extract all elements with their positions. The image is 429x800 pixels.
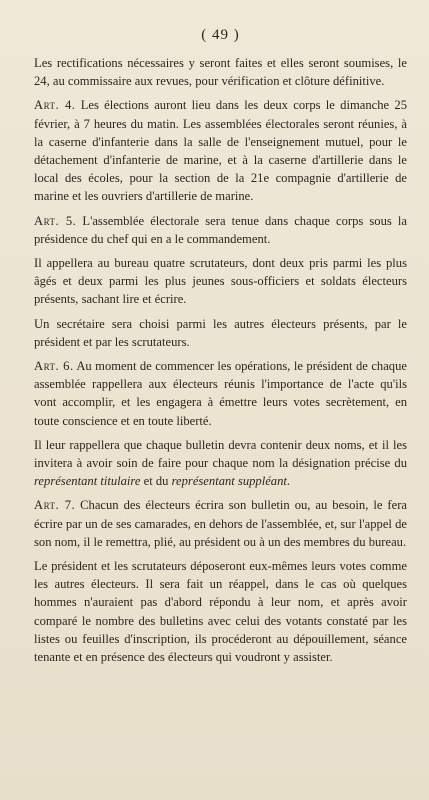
emphasis-titulaire: représentant titulaire [34,474,141,489]
paragraph-text: . [286,474,291,489]
article-number: Art. 4. [34,98,76,113]
article-number: Art. 7. [34,498,76,513]
article-number: Art. 5. [34,213,77,228]
paragraph-text: L'assemblée électorale sera tenue dans chaque corps sous la présidence du chef qui en a le commandement. [34,213,407,246]
paragraph-text: Chacun des électeurs écrira son bulletin ou, au besoin, le fera écrire par un de ses camarades, en dehors de l'assemblée, et, sur l'appel de son nom, il le remettra, plié, au président ou à un des membres du bureau. [34,498,407,549]
article-5 [34,212,407,248]
paragraph-bulletin [34,436,407,491]
paragraph-text: et du [140,474,172,489]
paragraph-text: Il appellera au bureau quatre scrutateurs, dont deux pris parmi les plus âgés et deux parmi les plus jeunes sous-officiers et soldats électeurs présents, sachant lire et écrire. [34,256,407,307]
paragraph-text: Au moment de commencer les opérations, le président de chaque assemblée rappellera aux électeurs réunis l'importance de l'acte qu'ils vont accomplir, et les engagera à émettre leurs votes secrètement, en toute conscience et en toute liberté. [34,359,407,428]
paragraph-text: Il leur rappellera que chaque bulletin devra contenir deux noms, et il les invitera à avoir soin de faire pour chaque nom la désignation précise du [34,437,407,471]
paragraph-text: Un secrétaire sera choisi parmi les autres électeurs présents, par le président et par les scrutateurs. [34,316,407,349]
page-number: ( 49 ) [201,27,240,43]
article-number: Art. 6. [34,359,74,374]
emphasis-suppleant: représentant suppléant [171,474,287,489]
paragraph-secretaire [34,315,407,351]
article-6 [34,357,407,430]
paragraph-scrutateurs [34,254,407,309]
article-7 [34,496,407,551]
paragraph-text: Le président et les scrutateurs déposeront eux-mêmes leurs votes comme les autres électeurs. Il sera fait un réappel, dans le cas où quelques hommes n'auraient pas d'abord répondu à leur nom, et après avoir comparé le nombre des bulletins avec celui des votants constaté par les listes ou feuilles d'inscription, ils procéderont au dépouillement, séance tenante et en présence des électeurs qui voudront y assister. [34,559,407,665]
article-4 [34,96,407,205]
paragraph-depouillement [34,557,407,666]
paragraph-text: Les élections auront lieu dans les deux corps le dimanche 25 février, à 7 heures du matin. Les assemblées électorales seront réunies, à la caserne d'infanterie dans la salle de l'enseignement mutuel, pour le détachement d'infanterie de marine, et à la caserne d'artillerie dans le local des écoles, pour la section de la 21e compagnie d'artillerie de marine et les ouvriers d'artillerie de marine. [34,98,407,204]
paragraph-text: Les rectifications nécessaires y seront faites et elles seront soumises, le 24, au commissaire aux revues, pour vérification et clôture définitive. [34,56,407,89]
paragraph-rectifications [34,54,407,90]
